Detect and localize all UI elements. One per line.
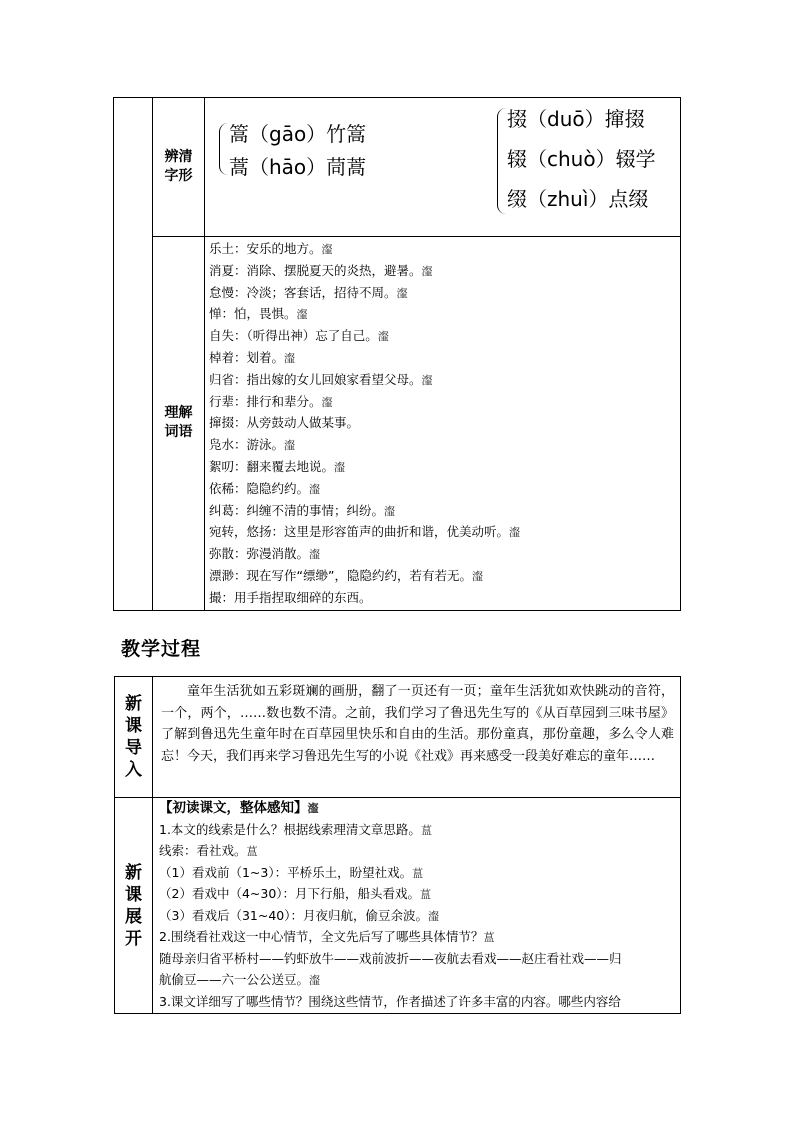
body-line: （2）看戏中（4~30）：月下行船，船头看戏。蒀	[159, 886, 432, 901]
body-line: 航偷豆——六一公公送豆。瀣	[159, 972, 321, 987]
brace-icon	[219, 123, 228, 175]
vocab-item: 惮：怕，畏惧。瀣	[209, 306, 308, 322]
vocabulary-table	[113, 97, 681, 611]
row-label-vocab: 理解 词语	[153, 237, 205, 611]
body-line: 2.围绕看社戏这一中心情节，全文先后写了哪些具体情节？蒀	[159, 929, 495, 944]
glyph-row	[114, 98, 681, 237]
body-line: 线索：看社戏。蒀	[159, 843, 258, 858]
intro-paragraph: 童年生活犹如五彩斑斓的画册，翻了一页还有一页；童年生活犹如欢快跳动的音符，一个，两个，……数也数不清。之前，我们学习了鲁迅先生写的《从百草园到三味书屋》了解到鲁迅先生童年时在百草园里快乐和自由的生活。那份童真，那份童趣，多么令人难忘！今天，我们再来学习鲁迅先生写的小说《社戏》再来感受一段美好难忘的童年……	[161, 684, 674, 764]
body-label: 新 课 展 开	[115, 798, 153, 1014]
body-row	[115, 798, 681, 1014]
intro-label: 新 课 导 入	[115, 677, 153, 798]
glyph-line: 掇（duō）撺掇	[507, 107, 645, 131]
vocab-item: 依稀：隐隐约约。瀣	[209, 480, 321, 496]
teaching-process-table	[114, 676, 681, 1014]
brace-icon	[497, 108, 506, 214]
vocab-item: 弥散：弥漫消散。瀣	[209, 546, 321, 562]
vocab-item: 怠慢：冷淡；客套话，招待不周。瀣	[209, 284, 408, 300]
vocab-item: 漂渺：现在写作“缥缈”，隐隐约约，若有若无。瀣	[209, 567, 483, 583]
body-line: 【初读课文，整体感知】瀣	[159, 800, 319, 816]
vocab-item: 撮：用手指捏取细碎的东西。	[209, 589, 372, 605]
glyph-group-gao	[219, 121, 366, 187]
vocab-item: 消夏：消除、摆脱夏天的炎热，避暑。瀣	[209, 262, 433, 278]
body-line: （1）看戏前（1~3）：平桥乐土，盼望社戏。蒀	[159, 864, 424, 880]
vocab-item: 纠葛：纠缠不清的事情；纠纷。瀣	[209, 502, 396, 518]
body-line: 1.本文的线索是什么？根据线索理清文章思路。蒀	[159, 821, 432, 837]
vocab-list	[205, 237, 681, 611]
glyph-group-duo	[497, 106, 656, 226]
intro-row	[115, 677, 681, 798]
body-line: 随母亲归省平桥村——钓虾放牛——戏前波折——夜航去看戏——赵庄看社戏——归	[159, 950, 622, 966]
body-line: 3.课文详细写了哪些情节？围绕这些情节，作者描述了许多丰富的内容。哪些内容给	[159, 993, 621, 1009]
section-heading: 教学过程	[121, 638, 202, 660]
row-label-glyphs: 辨清 字形	[153, 98, 205, 237]
vocab-row	[114, 237, 681, 611]
glyph-comparison-cell	[205, 98, 681, 237]
blank-side-cell	[114, 98, 153, 611]
glyph-line: 缀（zhuì）点缀	[507, 187, 649, 211]
intro-cell	[153, 677, 681, 798]
body-line: （3）看戏后（31~40）：月夜归航，偷豆余波。瀣	[159, 907, 439, 923]
glyph-line: 篙（gāo）竹篙	[229, 122, 367, 146]
vocab-item: 絮叨：翻来覆去地说。瀣	[209, 458, 346, 474]
vocab-item: 行辈：排行和辈分。瀣	[209, 393, 333, 409]
vocab-item: 宛转，悠扬：这里是形容笛声的曲折和谐，优美动听。瀣	[209, 524, 521, 540]
body-cell	[153, 798, 681, 1014]
vocab-item: 归省：指出嫁的女儿回娘家看望父母。瀣	[209, 371, 433, 387]
vocab-item: 自失：（听得出神）忘了自己。瀣	[209, 328, 389, 344]
vocab-item: 撺掇：从旁鼓动人做某事。	[209, 415, 360, 431]
glyph-line: 蒿（hāo）茼蒿	[229, 155, 367, 179]
vocab-item: 乐土：安乐的地方。瀣	[209, 241, 333, 256]
glyph-line: 辍（chuò）辍学	[507, 147, 656, 171]
vocab-item: 棹着：划着。瀣	[209, 349, 296, 365]
vocab-item: 凫水：游泳。瀣	[209, 437, 296, 453]
